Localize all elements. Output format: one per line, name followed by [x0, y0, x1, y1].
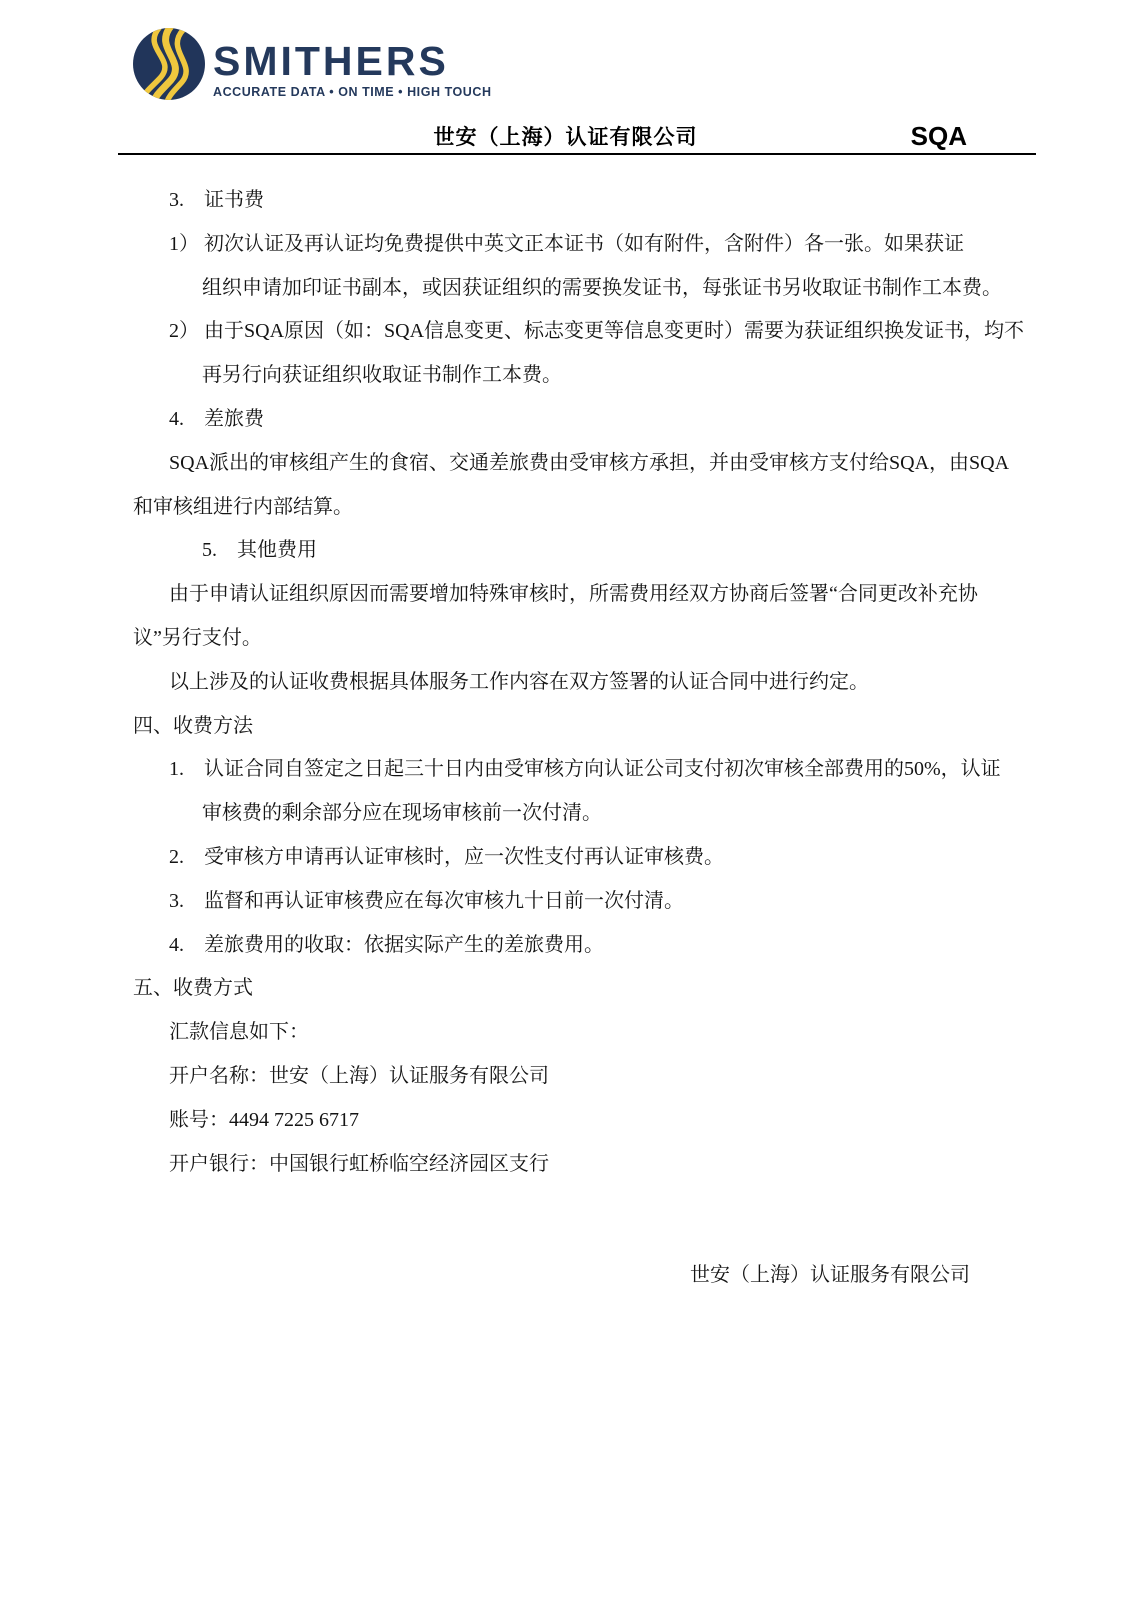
- list-marker: 3.: [169, 890, 184, 912]
- doc-line-text: 受审核方申请再认证审核时，应一次性支付再认证审核费。: [204, 846, 724, 868]
- doc-line: SQA派出的审核组产生的食宿、交通差旅费由受审核方承担，并由受审核方支付给SQA，由SQA: [169, 452, 1010, 474]
- list-marker: 4.: [169, 934, 184, 956]
- doc-line: 汇款信息如下：: [169, 1021, 309, 1043]
- doc-line-text: 差旅费用的收取：依据实际产生的差旅费用。: [204, 934, 604, 956]
- page-title: 世安（上海）认证有限公司: [433, 125, 698, 149]
- doc-line-text: 监督和再认证审核费应在每次审核九十日前一次付清。: [204, 890, 684, 912]
- doc-line: [169, 889, 684, 914]
- doc-line-text: 证书费: [204, 189, 264, 211]
- doc-line-bank: 开户银行：中国银行虹桥临空经济园区支行: [169, 1153, 549, 1175]
- doc-line: 和审核组进行内部结算。: [133, 496, 353, 518]
- doc-line: [169, 845, 724, 870]
- smithers-logo-icon: [133, 28, 205, 100]
- logo-tagline: ACCURATE DATA • ON TIME • HIGH TOUCH: [213, 85, 492, 99]
- list-marker: 5.: [202, 539, 217, 561]
- doc-line-text: 其他费用: [237, 539, 317, 561]
- doc-section-heading: 四、收费方法: [133, 715, 253, 737]
- list-marker: 3.: [169, 189, 184, 211]
- smithers-logo: [133, 28, 492, 100]
- doc-line-text: 认证合同自签定之日起三十日内由受审核方向认证公司支付初次审核全部费用的50%，认证: [204, 758, 1001, 780]
- list-marker: 1）: [169, 233, 199, 255]
- list-marker: 1.: [169, 758, 184, 780]
- doc-line: 审核费的剩余部分应在现场审核前一次付清。: [202, 802, 602, 824]
- doc-line: 由于申请认证组织原因而需要增加特殊审核时，所需费用经双方协商后签署“合同更改补充协: [169, 583, 978, 605]
- doc-line-account-number: 账号：4494 7225 6717: [169, 1109, 359, 1131]
- list-marker: 4.: [169, 408, 184, 430]
- doc-line: [169, 232, 964, 257]
- doc-line: 以上涉及的认证收费根据具体服务工作内容在双方签署的认证合同中进行约定。: [169, 671, 869, 693]
- doc-line-account-name: 开户名称：世安（上海）认证服务有限公司: [169, 1065, 549, 1087]
- doc-line: [169, 757, 1001, 782]
- doc-line: 议”另行支付。: [133, 627, 262, 649]
- doc-line: 再另行向获证组织收取证书制作工本费。: [202, 364, 562, 386]
- doc-line: [169, 319, 1024, 344]
- doc-line: 组织申请加印证书副本，或因获证组织的需要换发证书，每张证书另收取证书制作工本费。: [202, 277, 1002, 299]
- doc-line: [202, 538, 317, 563]
- signature-company: 世安（上海）认证服务有限公司: [690, 1264, 970, 1286]
- list-marker: 2）: [169, 320, 199, 342]
- doc-line-text: 差旅费: [204, 408, 264, 430]
- logo-brand: SMITHERS: [213, 38, 449, 84]
- doc-line-text: 由于SQA原因（如：SQA信息变更、标志变更等信息变更时）需要为获证组织换发证书，均不: [204, 320, 1025, 342]
- sqa-badge: SQA: [910, 121, 967, 151]
- doc-line: [169, 188, 264, 213]
- header-divider: [118, 153, 1036, 155]
- doc-line: [169, 933, 604, 958]
- doc-section-heading: 五、收费方式: [133, 977, 253, 999]
- doc-line: [169, 407, 264, 432]
- list-marker: 2.: [169, 846, 184, 868]
- logo-text: [213, 28, 492, 99]
- doc-line-text: 初次认证及再认证均免费提供中英文正本证书（如有附件，含附件）各一张。如果获证: [204, 233, 964, 255]
